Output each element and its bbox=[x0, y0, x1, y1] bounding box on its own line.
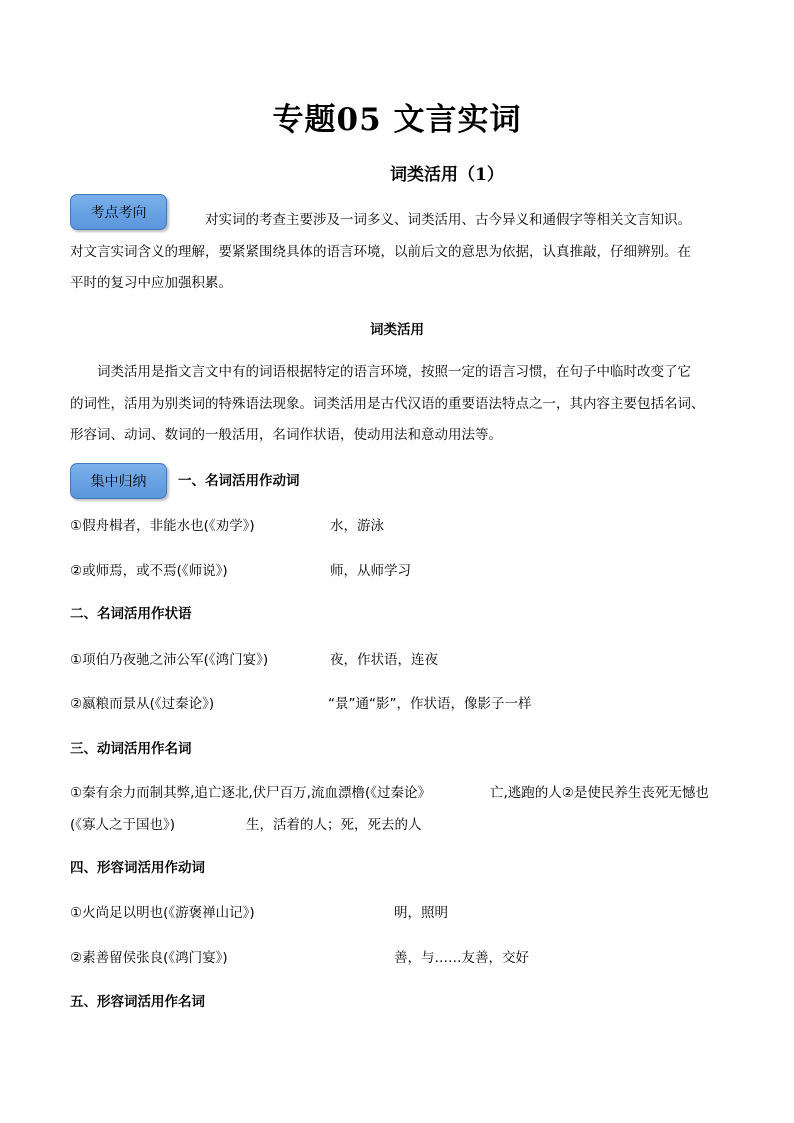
page-subtitle: 词类活用（1） bbox=[390, 165, 504, 185]
section-4-heading: 四、形容词活用作动词 bbox=[70, 860, 205, 876]
s3-line-1a: ①秦有余力而制其弊,追亡逐北,伏尸百万,流血漂橹(《过秦论》 bbox=[70, 785, 431, 801]
section-heading: 词类活用 bbox=[370, 322, 424, 338]
definition-line-2: 的词性，活用为别类词的特殊语法现象。词类活用是古代汉语的重要语法特点之一，其内容主要包括名词、 bbox=[70, 396, 705, 412]
intro-line-2: 对文言实词含义的理解，要紧紧围绕具体的语言环境，以前后文的意思为依据，认真推敲，仔细辨别。在 bbox=[70, 244, 691, 260]
definition-line-3: 形容词、动词、数词的一般活用，名词作状语，使动用法和意动用法等。 bbox=[70, 427, 502, 443]
s1-example-2: ②或师焉，或不焉(《师说》) bbox=[70, 563, 228, 579]
definition-line-1: 词类活用是指文言文中有的词语根据特定的语言环境，按照一定的语言习惯，在句子中临时改变了它 bbox=[97, 364, 691, 380]
s2-gloss-1: 夜，作状语，连夜 bbox=[330, 652, 438, 668]
s4-gloss-2: 善，与……友善，交好 bbox=[394, 950, 529, 966]
section-1-heading: 一、名词活用作动词 bbox=[178, 473, 300, 489]
section-3-heading: 三、动词活用作名词 bbox=[70, 741, 192, 757]
s2-example-2: ②嬴粮而景从(《过秦论》) bbox=[70, 696, 215, 712]
s2-example-1: ①项伯乃夜驰之沛公军(《鸿门宴》) bbox=[70, 652, 269, 668]
page-title: 专题05 文言实词 bbox=[272, 102, 522, 138]
s1-gloss-1: 水，游泳 bbox=[330, 518, 384, 534]
badge-exam-focus: 考点考向 bbox=[70, 194, 167, 230]
section-2-heading: 二、名词活用作状语 bbox=[70, 606, 192, 622]
s4-gloss-1: 明，照明 bbox=[394, 905, 448, 921]
s1-example-1: ①假舟楫者，非能水也(《劝学》) bbox=[70, 518, 255, 534]
badge-summary: 集中归纳 bbox=[70, 463, 167, 499]
s3-line-2b: 生，活着的人；死，死去的人 bbox=[246, 817, 422, 833]
s2-gloss-2: “景”通“影”，作状语，像影子一样 bbox=[328, 696, 532, 712]
section-5-heading: 五、形容词活用作名词 bbox=[70, 994, 205, 1010]
s3-line-2a: (《寡人之于国也》) bbox=[70, 817, 176, 833]
s4-example-1: ①火尚足以明也(《游褒禅山记》) bbox=[70, 905, 255, 921]
s3-line-1b: 亡,逃跑的人②是使民养生丧死无憾也 bbox=[490, 785, 709, 801]
intro-line-1: 对实词的考查主要涉及一词多义、词类活用、古今异义和通假字等相关文言知识。 bbox=[205, 212, 691, 228]
intro-line-3: 平时的复习中应加强积累。 bbox=[70, 275, 232, 291]
s1-gloss-2: 师，从师学习 bbox=[330, 563, 411, 579]
s4-example-2: ②素善留侯张良(《鸿门宴》) bbox=[70, 950, 228, 966]
